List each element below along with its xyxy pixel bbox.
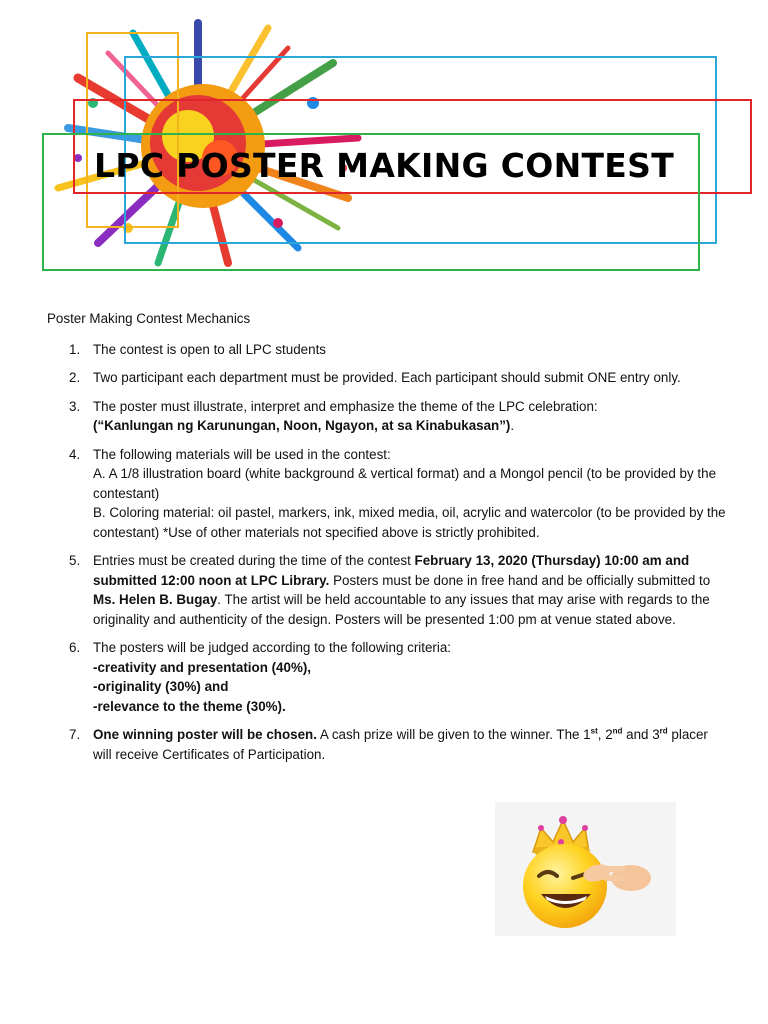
- ordinal-suffix: nd: [612, 726, 623, 736]
- mechanics-section: [47, 309, 727, 773]
- item-text: The contest is open to all LPC students: [93, 341, 326, 357]
- item-text-mid: Posters must be done in free hand and be officially submitted to: [329, 572, 711, 588]
- item-text: The posters will be judged according to the following criteria:: [93, 640, 452, 655]
- ordinal-suffix: st: [590, 726, 598, 736]
- item-number: 3.: [69, 398, 81, 414]
- item-text-end: . The artist will be held accountable to any issues that may arise with regards to the originality and authenticity of the design. Posters will be presented 1:00 pm at venue stated above.: [93, 592, 710, 627]
- crowned-winking-face-icon: [495, 802, 676, 936]
- item-number: 4.: [69, 446, 81, 462]
- mechanics-list: [47, 340, 727, 765]
- list-item: [47, 368, 727, 388]
- item-text: The poster must illustrate, interpret and emphasize the theme of the LPC celebration:: [93, 398, 598, 414]
- item-number: 1.: [69, 341, 81, 357]
- list-item: [47, 445, 727, 543]
- emoji-image: [495, 802, 676, 936]
- item-text: The following materials will be used in the contest:: [93, 446, 391, 462]
- section-heading: Poster Making Contest Mechanics: [47, 311, 251, 326]
- contact-person: Ms. Helen B. Bugay: [93, 592, 218, 607]
- item-text: A cash prize will be given to the winner. The 1: [316, 727, 591, 742]
- list-item: [47, 551, 727, 629]
- theme-end: .: [510, 418, 515, 433]
- winner-text: One winning poster will be chosen.: [93, 727, 317, 742]
- list-item: [47, 638, 727, 716]
- list-item: [47, 725, 727, 764]
- item-text: placer will receive Certificates of Participation.: [93, 727, 708, 762]
- criteria-item: -relevance to the theme (30%).: [93, 698, 286, 714]
- item-text: and 3: [622, 727, 660, 742]
- banner: [0, 0, 768, 290]
- item-number: 6.: [69, 640, 81, 655]
- material-a: A. A 1/8 illustration board (white background & vertical format) and a Mongol pencil (to be provided by the contestant): [93, 466, 717, 501]
- item-number: 7.: [69, 727, 81, 742]
- list-item: [47, 340, 727, 360]
- item-number: 5.: [69, 553, 81, 568]
- criteria-item: -creativity and presentation (40%),: [93, 659, 312, 675]
- material-b: B. Coloring material: oil pastel, markers, ink, mixed media, oil, acrylic and watercolor (to be provided by the contestant) *Use of other materials not specified above is strictly prohibited.: [93, 505, 726, 540]
- item-text: Two participant each department must be provided. Each participant should submit ONE entry only.: [93, 370, 681, 385]
- page-title: LPC POSTER MAKING CONTEST: [94, 146, 675, 185]
- ordinal-suffix: rd: [659, 726, 668, 736]
- item-number: 2.: [69, 370, 81, 385]
- item-text: , 2: [597, 727, 613, 742]
- list-item: [47, 397, 727, 436]
- contest-date: February 13, 2020 (Thursday) 10:00 am and submitted 12:00 noon at LPC Library.: [93, 553, 690, 588]
- item-text: Entries must be created during the time of the contest: [93, 553, 415, 568]
- criteria-item: -originality (30%) and: [93, 679, 229, 694]
- theme-text: (“Kanlungan ng Karunungan, Noon, Ngayon, at sa Kinabukasan”): [93, 418, 511, 433]
